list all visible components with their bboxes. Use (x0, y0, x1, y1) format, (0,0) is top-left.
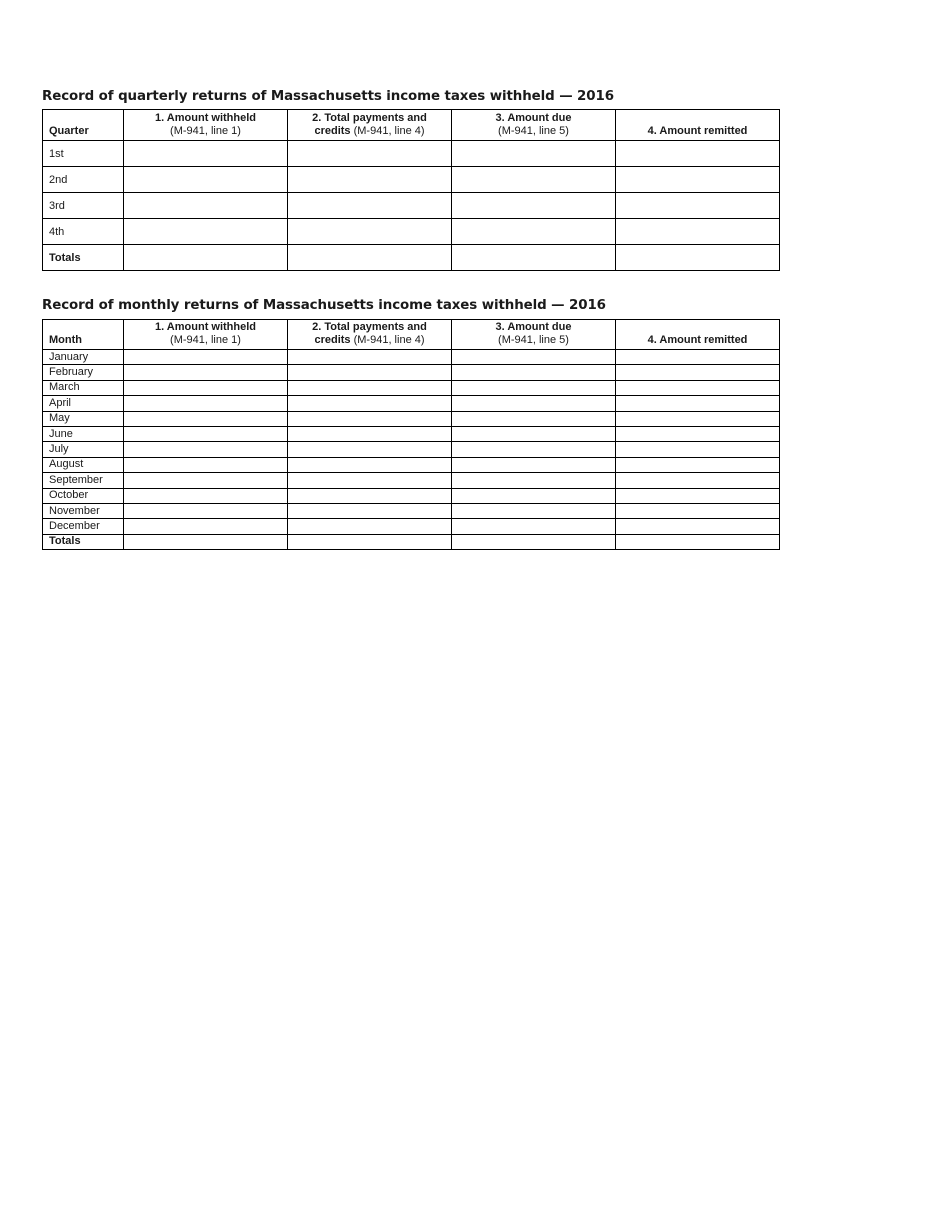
total-payments-field[interactable] (288, 396, 452, 411)
amount-withheld-total-field[interactable] (124, 245, 288, 271)
amount-due-field[interactable] (452, 411, 616, 426)
amount-withheld-field[interactable] (124, 457, 288, 472)
table-row (43, 350, 780, 365)
totals-row (43, 245, 780, 271)
total-payments-field[interactable] (288, 503, 452, 518)
table-row (43, 167, 780, 193)
row-label: 1st (43, 141, 124, 167)
amount-remitted-field[interactable] (616, 380, 780, 395)
total-payments-field[interactable] (288, 141, 452, 167)
monthly-table-title: Record of monthly returns of Massachusetts income taxes withheld — 2016 (42, 298, 606, 313)
month-column-header: Month (43, 320, 124, 350)
row-label: July (43, 442, 124, 457)
amount-withheld-field[interactable] (124, 519, 288, 534)
table-row (43, 193, 780, 219)
amount-remitted-field[interactable] (616, 365, 780, 380)
amount-remitted-field[interactable] (616, 519, 780, 534)
total-payments-column-header: 2. Total payments and credits (M-941, line 4) (288, 320, 452, 350)
amount-due-field[interactable] (452, 473, 616, 488)
total-payments-field[interactable] (288, 380, 452, 395)
total-payments-field[interactable] (288, 442, 452, 457)
amount-due-field[interactable] (452, 519, 616, 534)
amount-due-column-header: 3. Amount due (M-941, line 5) (452, 110, 616, 141)
table-row (43, 219, 780, 245)
amount-due-field[interactable] (452, 167, 616, 193)
amount-remitted-field[interactable] (616, 488, 780, 503)
total-payments-column-header: 2. Total payments and credits (M-941, line 4) (288, 110, 452, 141)
table-row (43, 457, 780, 472)
amount-withheld-field[interactable] (124, 473, 288, 488)
amount-remitted-field[interactable] (616, 426, 780, 441)
amount-due-field[interactable] (452, 503, 616, 518)
table-row (43, 396, 780, 411)
total-payments-field[interactable] (288, 411, 452, 426)
quarterly-returns-table (42, 109, 780, 271)
row-label: April (43, 396, 124, 411)
table-row (43, 503, 780, 518)
amount-remitted-total-field[interactable] (616, 245, 780, 271)
total-payments-field[interactable] (288, 365, 452, 380)
table-row (43, 473, 780, 488)
amount-due-field[interactable] (452, 442, 616, 457)
amount-withheld-field[interactable] (124, 411, 288, 426)
amount-withheld-field[interactable] (124, 167, 288, 193)
amount-withheld-field[interactable] (124, 380, 288, 395)
amount-withheld-total-field[interactable] (124, 534, 288, 549)
total-payments-field[interactable] (288, 488, 452, 503)
amount-withheld-field[interactable] (124, 426, 288, 441)
amount-remitted-total-field[interactable] (616, 534, 780, 549)
total-payments-total-field[interactable] (288, 245, 452, 271)
amount-remitted-field[interactable] (616, 193, 780, 219)
amount-remitted-column-header: 4. Amount remitted (616, 320, 780, 350)
amount-withheld-field[interactable] (124, 219, 288, 245)
amount-due-total-field[interactable] (452, 245, 616, 271)
totals-label: Totals (43, 245, 124, 271)
amount-due-field[interactable] (452, 193, 616, 219)
amount-due-field[interactable] (452, 380, 616, 395)
row-label: June (43, 426, 124, 441)
totals-row (43, 534, 780, 549)
amount-remitted-field[interactable] (616, 219, 780, 245)
amount-due-total-field[interactable] (452, 534, 616, 549)
row-label: May (43, 411, 124, 426)
row-label: 2nd (43, 167, 124, 193)
total-payments-field[interactable] (288, 167, 452, 193)
amount-due-column-header: 3. Amount due (M-941, line 5) (452, 320, 616, 350)
amount-due-field[interactable] (452, 219, 616, 245)
totals-label: Totals (43, 534, 124, 549)
amount-withheld-column-header: 1. Amount withheld (M-941, line 1) (124, 110, 288, 141)
amount-withheld-field[interactable] (124, 141, 288, 167)
total-payments-field[interactable] (288, 193, 452, 219)
row-label: December (43, 519, 124, 534)
amount-withheld-field[interactable] (124, 503, 288, 518)
amount-remitted-field[interactable] (616, 457, 780, 472)
amount-remitted-field[interactable] (616, 167, 780, 193)
monthly-returns-table (42, 319, 780, 550)
table-row (43, 141, 780, 167)
total-payments-field[interactable] (288, 219, 452, 245)
table-row (43, 519, 780, 534)
amount-remitted-field[interactable] (616, 442, 780, 457)
row-label: October (43, 488, 124, 503)
amount-remitted-field[interactable] (616, 396, 780, 411)
quarter-column-header: Quarter (43, 110, 124, 141)
row-label: September (43, 473, 124, 488)
amount-withheld-field[interactable] (124, 365, 288, 380)
amount-remitted-field[interactable] (616, 411, 780, 426)
row-label: February (43, 365, 124, 380)
amount-due-field[interactable] (452, 426, 616, 441)
row-label: March (43, 380, 124, 395)
table-row (43, 365, 780, 380)
total-payments-field[interactable] (288, 426, 452, 441)
table-row (43, 380, 780, 395)
row-label: 4th (43, 219, 124, 245)
amount-withheld-column-header: 1. Amount withheld (M-941, line 1) (124, 320, 288, 350)
amount-withheld-field[interactable] (124, 193, 288, 219)
row-label: January (43, 350, 124, 365)
amount-due-field[interactable] (452, 350, 616, 365)
total-payments-field[interactable] (288, 350, 452, 365)
total-payments-field[interactable] (288, 519, 452, 534)
amount-due-field[interactable] (452, 365, 616, 380)
amount-withheld-field[interactable] (124, 488, 288, 503)
table-row (43, 411, 780, 426)
row-label: 3rd (43, 193, 124, 219)
amount-remitted-field[interactable] (616, 350, 780, 365)
row-label: November (43, 503, 124, 518)
table-row (43, 426, 780, 441)
amount-withheld-field[interactable] (124, 396, 288, 411)
amount-due-field[interactable] (452, 457, 616, 472)
total-payments-field[interactable] (288, 457, 452, 472)
total-payments-total-field[interactable] (288, 534, 452, 549)
table-header-row (43, 110, 780, 141)
amount-due-field[interactable] (452, 488, 616, 503)
amount-remitted-field[interactable] (616, 473, 780, 488)
amount-due-field[interactable] (452, 396, 616, 411)
total-payments-field[interactable] (288, 473, 452, 488)
amount-remitted-field[interactable] (616, 503, 780, 518)
table-header-row (43, 320, 780, 350)
amount-withheld-field[interactable] (124, 350, 288, 365)
row-label: August (43, 457, 124, 472)
table-row (43, 442, 780, 457)
amount-withheld-field[interactable] (124, 442, 288, 457)
quarterly-table-title: Record of quarterly returns of Massachusetts income taxes withheld — 2016 (42, 89, 614, 104)
amount-remitted-column-header: 4. Amount remitted (616, 110, 780, 141)
table-row (43, 488, 780, 503)
amount-due-field[interactable] (452, 141, 616, 167)
amount-remitted-field[interactable] (616, 141, 780, 167)
